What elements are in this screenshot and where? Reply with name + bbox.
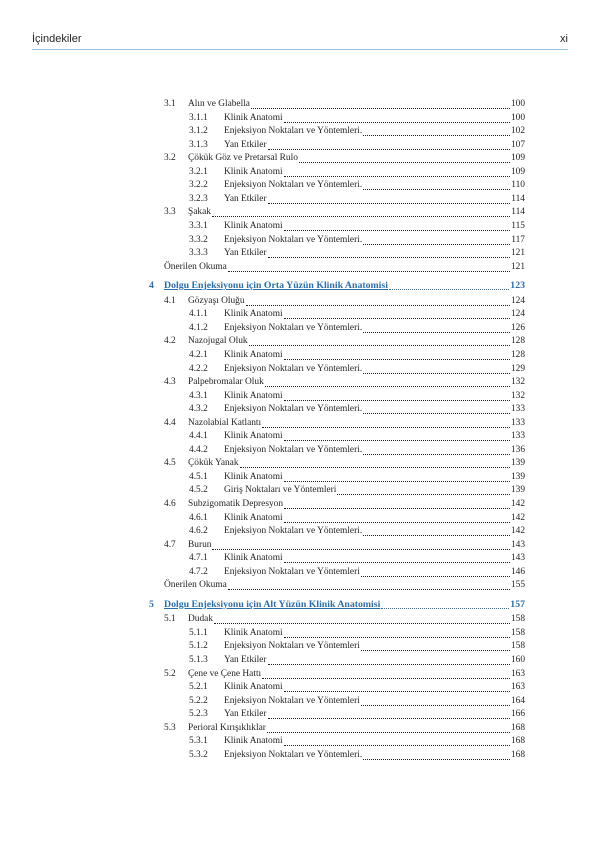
dot-leader [361, 642, 510, 651]
toc-entry-page: 139 [510, 485, 525, 496]
dot-leader [284, 310, 510, 319]
toc-entry-number: 3.2 [164, 153, 176, 164]
toc-entry[interactable] [164, 152, 525, 165]
toc-entry-title: Çökük Göz ve Pretarsal Rulo [188, 153, 298, 164]
dot-leader [228, 263, 510, 272]
toc-entry-page: 139 [510, 471, 525, 482]
toc-entry[interactable] [189, 566, 525, 579]
toc-entry[interactable] [189, 471, 525, 484]
toc-entry-title: Enjeksiyon Noktaları ve Yöntemleri. [224, 404, 363, 415]
toc-entry[interactable] [189, 322, 525, 335]
toc-entry-page: 142 [510, 526, 525, 537]
toc-entry-page: 109 [510, 153, 525, 164]
toc-entry[interactable] [164, 539, 525, 552]
dot-leader [363, 751, 510, 760]
toc-entry-number: 4.4.2 [189, 444, 208, 455]
toc-entry-page: 163 [510, 682, 525, 693]
toc-entry-title: Enjeksiyon Noktaları ve Yöntemleri. [224, 180, 363, 191]
toc-entry[interactable] [189, 139, 525, 152]
toc-entry-title: Gözyaşı Oluğu [188, 295, 245, 306]
toc-entry-number: 5.3.1 [189, 736, 208, 747]
dot-leader [361, 697, 510, 706]
toc-entry-number: 4.3.1 [189, 390, 208, 401]
dot-leader [284, 392, 510, 401]
toc-entry-title: Enjeksiyon Noktaları ve Yöntemleri [224, 641, 360, 652]
toc-entry-title: Klinik Anatomi [224, 471, 283, 482]
toc-entry[interactable] [189, 430, 525, 443]
toc-entry-page: 124 [510, 309, 525, 320]
toc-entry-page: 168 [510, 722, 525, 733]
toc-entry-page: 133 [510, 417, 525, 428]
dot-leader [251, 100, 510, 109]
toc-entry-title: Klinik Anatomi [224, 349, 283, 360]
toc-entry-title: Yan Etkiler [224, 193, 267, 204]
toc-entry-title: Dudak [188, 614, 213, 625]
toc-entry[interactable] [189, 654, 525, 667]
toc-entry-number: 5.2.2 [189, 695, 208, 706]
toc-entry-page: 142 [510, 512, 525, 523]
toc-entry-page: 128 [510, 349, 525, 360]
dot-leader [381, 600, 509, 609]
toc-entry-page: 164 [510, 695, 525, 706]
toc-entry-page: 109 [510, 166, 525, 177]
toc-entry-title: Enjeksiyon Noktaları ve Yöntemleri. [224, 749, 363, 760]
toc-entry-number: 4.6.1 [189, 512, 208, 523]
toc-entry-number: 4.4 [164, 417, 176, 428]
toc-entry-number: 5.3 [164, 722, 176, 733]
toc-entry[interactable] [189, 112, 525, 125]
toc-entry-page: 100 [510, 99, 525, 109]
dot-leader [363, 446, 510, 455]
dot-leader [268, 195, 511, 204]
toc-entry-title: Klinik Anatomi [224, 221, 283, 231]
toc-entry[interactable] [189, 695, 525, 708]
toc-entry-page: 132 [510, 390, 525, 401]
toc-entry-title: Klinik Anatomi [224, 390, 283, 401]
dot-leader [284, 737, 510, 746]
toc-entry-number: 3.3 [164, 207, 176, 218]
toc-entry-page: 160 [510, 655, 525, 665]
dot-leader [212, 541, 510, 550]
toc-entry-title: Dolgu Enjeksiyonu için Orta Yüzün Klinik Anatomisi [164, 280, 388, 292]
toc-entry-title: Burun [188, 539, 212, 550]
toc-entry[interactable] [164, 295, 525, 308]
toc-entry[interactable] [164, 668, 525, 681]
toc-entry-number: 4.6 [164, 499, 176, 509]
toc-entry-number: 5.1.1 [189, 627, 208, 638]
toc-entry-title: Giriş Noktaları ve Yöntemleri [224, 485, 337, 496]
toc-entry[interactable] [189, 403, 525, 416]
toc-entry-number: 5.2.3 [189, 709, 208, 720]
toc-entry-title: Klinik Anatomi [224, 736, 283, 747]
toc-entry-page: 168 [510, 736, 525, 747]
toc-entry-title: Dolgu Enjeksiyonu için Alt Yüzün Klinik Anatomisi [164, 598, 381, 610]
toc-entry[interactable] [189, 484, 525, 497]
toc-entry-title: Yan Etkiler [224, 655, 267, 665]
toc-entry-title: Enjeksiyon Noktaları ve Yöntemleri [224, 695, 360, 706]
toc-entry-title: Klinik Anatomi [224, 309, 283, 320]
toc-entry-number: 3.2.2 [189, 180, 208, 191]
dot-leader [363, 127, 510, 136]
dot-leader [299, 154, 510, 163]
dot-leader [268, 141, 510, 150]
toc-entry-page: 133 [510, 404, 525, 415]
toc-entry-number: 5.2 [164, 668, 176, 679]
toc-entry-number: 4.7.1 [189, 553, 208, 564]
toc-entry-page: 121 [510, 248, 525, 259]
toc-entry-title: Enjeksiyon Noktaları ve Yöntemleri. [224, 444, 363, 455]
toc-entry-page: 114 [511, 207, 525, 218]
toc-entry-number: 5.1.2 [189, 641, 208, 652]
toc-entry-page: 124 [510, 295, 525, 306]
toc-entry-title: Klinik Anatomi [224, 431, 283, 442]
toc-entry-page: 142 [510, 499, 525, 509]
dot-leader [212, 208, 510, 217]
toc-entry-title: Enjeksiyon Noktaları ve Yöntemleri. [224, 126, 363, 137]
dot-leader [268, 656, 510, 665]
toc-entry-page: 146 [510, 566, 525, 577]
toc-entry-number: 4.1.2 [189, 322, 208, 333]
toc-entry-page: 143 [510, 539, 525, 550]
dot-leader [228, 581, 510, 590]
dot-leader [265, 378, 510, 387]
dot-leader [249, 337, 510, 346]
toc-entry-number: 4.7 [164, 539, 176, 550]
toc-entry-title: Şakak [188, 207, 211, 218]
toc-entry[interactable] [189, 390, 525, 403]
toc-entry-number: 3.2.1 [189, 166, 208, 177]
toc-entry-number: 4.2.1 [189, 349, 208, 360]
toc-entry-title: Enjeksiyon Noktaları ve Yöntemleri. [224, 234, 363, 245]
toc-entry-number: 4.3.2 [189, 404, 208, 415]
toc-entry-title: Perioral Kırışıklıklar [188, 722, 266, 733]
toc-entry[interactable] [164, 206, 525, 219]
toc-entry-page: 143 [510, 553, 525, 564]
toc-entry-number: 3.1.3 [189, 139, 208, 150]
dot-leader [284, 432, 510, 441]
toc-entry[interactable] [189, 349, 525, 362]
toc-entry-title: Yan Etkiler [224, 248, 267, 259]
toc-entry-title: Klinik Anatomi [224, 112, 283, 123]
dot-leader [389, 281, 509, 290]
toc-entry-number: 4.1.1 [189, 309, 208, 320]
toc-entry[interactable] [164, 457, 525, 470]
dot-leader [267, 724, 510, 733]
header-title: İçindekiler [32, 33, 82, 45]
dot-leader [363, 527, 510, 536]
toc-entry-title: Enjeksiyon Noktaları ve Yöntemleri. [224, 322, 363, 333]
toc-entry[interactable] [164, 613, 525, 626]
dot-leader [284, 683, 510, 692]
dot-leader [268, 249, 510, 258]
toc-entry-page: 123 [510, 280, 525, 292]
dot-leader [361, 568, 510, 577]
toc-entry-title: Yan Etkiler [224, 709, 267, 720]
toc-entry-title: Nazojugal Oluk [188, 336, 248, 347]
toc-entry-number: 3.1 [164, 99, 176, 109]
toc-entry-title: Önerilen Okuma [164, 580, 227, 591]
toc-entry[interactable] [164, 417, 525, 430]
toc-entry[interactable] [189, 179, 525, 192]
toc-entry[interactable] [189, 640, 525, 653]
toc-entry-page: 121 [510, 261, 525, 272]
dot-leader [284, 554, 510, 563]
toc-entry-number: 4.7.2 [189, 566, 208, 577]
dot-leader [284, 168, 510, 177]
toc-entry-page: 163 [510, 668, 525, 679]
toc-entry-number: 4.5 [164, 458, 176, 469]
toc-entry-page: 158 [510, 614, 525, 625]
dot-leader [284, 514, 510, 523]
toc-entry[interactable] [189, 627, 525, 640]
toc-entry[interactable] [189, 444, 525, 457]
toc-entry-page: 155 [510, 580, 525, 591]
toc-entry-page: 139 [510, 458, 525, 469]
dot-leader [268, 710, 510, 719]
toc-chapter[interactable] [149, 598, 525, 611]
toc-entry-page: 107 [510, 139, 525, 150]
toc-entry[interactable] [189, 363, 525, 376]
toc-entry-number: 3.3.3 [189, 248, 208, 259]
toc-entry-number: 4.3 [164, 377, 176, 387]
toc-entry-number: 3.3.2 [189, 234, 208, 245]
toc-entry-page: 166 [510, 709, 525, 720]
toc-entry-title: Enjeksiyon Noktaları ve Yöntemleri. [224, 363, 363, 374]
page-number: xi [560, 33, 568, 45]
toc-entry-number: 5.1 [164, 614, 176, 625]
toc-entry-number: 3.1.1 [189, 112, 208, 123]
dot-leader [284, 114, 510, 123]
dot-leader [363, 405, 510, 414]
toc-entry[interactable] [164, 498, 525, 511]
toc-entry-page: 136 [510, 444, 525, 455]
toc-entry-page: 114 [511, 193, 525, 204]
toc-entry-number: 5.3.2 [189, 749, 208, 760]
toc-entry-page: 126 [510, 322, 525, 333]
dot-leader [284, 473, 510, 482]
toc-entry[interactable] [189, 708, 525, 721]
toc-entry-title: Klinik Anatomi [224, 627, 283, 638]
toc-entry[interactable] [189, 308, 525, 321]
toc-entry-number: 3.3.1 [189, 221, 208, 231]
toc-entry-number: 4.6.2 [189, 526, 208, 537]
toc-entry-number: 4.4.1 [189, 431, 208, 442]
toc-entry[interactable] [189, 681, 525, 694]
toc-entry[interactable] [189, 749, 525, 762]
toc-entry-page: 158 [510, 641, 525, 652]
toc-entry-number: 4.5.2 [189, 485, 208, 496]
toc-entry-title: Yan Etkiler [224, 139, 267, 150]
toc-entry[interactable] [164, 335, 525, 348]
dot-leader [363, 236, 510, 245]
toc-entry-title: Nazolabial Katlantı [188, 417, 262, 428]
toc-entry[interactable] [189, 512, 525, 525]
toc-entry-number: 3.2.3 [189, 193, 208, 204]
dot-leader [284, 629, 510, 638]
toc-entry-number: 4.5.1 [189, 471, 208, 482]
dot-leader [337, 486, 510, 495]
toc-entry-number: 4.1 [164, 295, 176, 306]
toc-entry-page: 129 [510, 363, 525, 374]
dot-leader [262, 670, 510, 679]
toc-entry-number: 4.2.2 [189, 363, 208, 374]
dot-leader [262, 419, 510, 428]
toc-entry[interactable] [189, 525, 525, 538]
toc-entry-title: Alın ve Glabella [188, 99, 250, 109]
dot-leader [363, 365, 510, 374]
running-header [32, 33, 568, 50]
toc-entry-title: Klinik Anatomi [224, 166, 283, 177]
dot-leader [284, 222, 511, 231]
toc-entry[interactable] [189, 193, 525, 206]
toc-entry[interactable] [164, 722, 525, 735]
toc-entry-title: Palpebromalar Oluk [188, 377, 264, 387]
toc-entry-page: 115 [511, 221, 525, 231]
toc-entry-number: 5 [149, 598, 154, 610]
toc-entry-title: Çene ve Çene Hattı [188, 668, 262, 679]
toc-entry[interactable] [164, 261, 525, 274]
dot-leader [284, 351, 510, 360]
toc-entry-page: 132 [510, 377, 525, 387]
toc-entry-page: 128 [510, 336, 525, 347]
toc-entry-page: 158 [510, 627, 525, 638]
dot-leader [214, 615, 510, 624]
toc-entry[interactable] [189, 234, 525, 247]
toc-entry-title: Önerilen Okuma [164, 261, 227, 272]
toc-entry[interactable] [164, 98, 525, 111]
toc-entry-title: Klinik Anatomi [224, 553, 283, 564]
toc-entry-title: Subzigomatik Depresyon [188, 499, 284, 509]
toc-entry-number: 4.2 [164, 336, 176, 347]
toc-entry[interactable] [164, 376, 525, 389]
toc-entry-page: 110 [511, 180, 525, 191]
toc-entry[interactable] [189, 166, 525, 179]
toc-entry-number: 3.1.2 [189, 126, 208, 137]
toc-entry-title: Çökük Yanak [188, 458, 239, 469]
toc-entry-title: Klinik Anatomi [224, 512, 283, 523]
toc-entry-page: 133 [510, 431, 525, 442]
toc-entry-number: 4 [149, 280, 154, 292]
toc-entry-page: 168 [510, 749, 525, 760]
toc-entry[interactable] [189, 247, 525, 260]
dot-leader [246, 297, 510, 306]
toc-entry-page: 102 [510, 126, 525, 137]
toc-entry-number: 5.1.3 [189, 655, 208, 665]
dot-leader [363, 324, 510, 333]
toc-entry-title: Enjeksiyon Noktaları ve Yöntemleri [224, 566, 360, 577]
toc-entry[interactable] [189, 220, 525, 233]
toc-entry[interactable] [189, 735, 525, 748]
dot-leader [240, 459, 510, 468]
toc-entry-page: 157 [510, 598, 525, 610]
toc-chapter[interactable] [149, 279, 525, 292]
toc-entry[interactable] [189, 125, 525, 138]
toc-entry-page: 117 [511, 234, 525, 245]
toc-entry-number: 5.2.1 [189, 682, 208, 693]
toc-entry-title: Klinik Anatomi [224, 682, 283, 693]
toc-entry[interactable] [189, 552, 525, 565]
dot-leader [284, 500, 510, 509]
toc-entry-title: Enjeksiyon Noktaları ve Yöntemleri. [224, 526, 363, 537]
toc-entry-page: 100 [510, 112, 525, 123]
toc-entry[interactable] [164, 579, 525, 592]
dot-leader [363, 181, 510, 190]
